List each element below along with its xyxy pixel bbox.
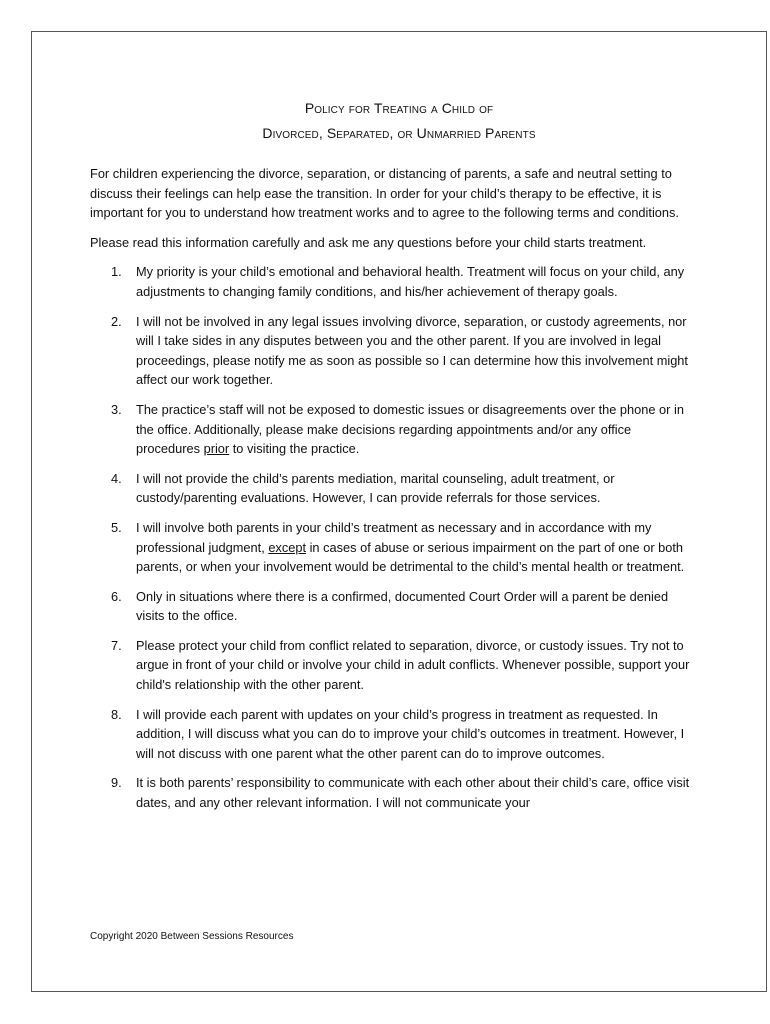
policy-item — [90, 587, 690, 626]
item-number: 9. — [111, 775, 122, 791]
policy-item — [90, 262, 690, 301]
item-text: Only in situations where there is a confirmed, documented Court Order will a parent be denied visits to the office. — [136, 588, 669, 624]
item-text: Please protect your child from conflict related to separation, divorce, or custody issues. Try not to argue in front of your child or involve your child in adult conflicts. Whenever possible, support your child's relationship with the other parent. — [136, 637, 690, 693]
copyright-footer: Copyright 2020 Between Sessions Resources — [90, 931, 294, 942]
item-number: 5. — [111, 519, 122, 535]
policy-item — [90, 312, 690, 390]
item-text-part: I will involve both parents in your child’s treatment as necessary and in accordance with my professional judgment, — [136, 519, 652, 555]
item-text-part: to visiting the practice. — [229, 441, 360, 457]
item-text: I will provide each parent with updates on your child’s progress in treatment as requested. In addition, I will discuss what you can do to improve your child’s outcomes in treatment. However, I will not discuss with one parent what the other parent can do to improve outcomes. — [136, 706, 685, 761]
underlined-word: prior — [203, 441, 230, 457]
policy-item — [90, 773, 690, 812]
title-line-2: Divorced, Separated, or Unmarried Parents — [262, 125, 536, 141]
document-page — [31, 31, 767, 992]
policy-list — [90, 262, 690, 812]
policy-item — [90, 705, 690, 764]
policy-item — [90, 469, 690, 508]
title-line-1: Policy for Treating a Child of — [304, 100, 494, 116]
item-number: 2. — [111, 313, 122, 329]
item-number: 8. — [111, 706, 122, 722]
item-number: 1. — [111, 264, 122, 280]
item-number: 6. — [111, 588, 122, 604]
item-text: My priority is your child’s emotional and behavioral health. Treatment will focus on your child, any adjustments to changing family conditions, and his/her achievement of therapy goals. — [136, 264, 685, 299]
policy-item — [90, 636, 690, 695]
page-title — [32, 96, 766, 146]
item-text-part: in cases of abuse or serious impairment on the part of one or both parents, or when your involvement would be detrimental to the child’s mental health or treatment. — [136, 539, 685, 575]
item-text — [136, 520, 684, 574]
policy-item — [90, 518, 690, 577]
policy-item — [90, 400, 690, 459]
item-text: It is both parents’ responsibility to communicate with each other about their child’s care, office visit dates, and any other relevant information. I will not communicate your — [136, 775, 690, 811]
item-number: 7. — [111, 637, 122, 653]
underlined-word: except — [268, 539, 307, 555]
item-text — [136, 402, 684, 456]
instructions-paragraph: Please read this information carefully and ask me any questions before your child starts treatment. — [90, 234, 647, 250]
intro-paragraph: For children experiencing the divorce, separation, or distancing of parents, a safe and neutral setting to discuss their feelings can help ease the transition. In order for your child’s therapy to be effective, it is important for you to understand how treatment works and to agree to the following terms and conditions. — [90, 166, 679, 221]
item-text: I will not provide the child’s parents mediation, marital counseling, adult treatment, or custody/parenting evaluations. However, I can provide referrals for those services. — [136, 470, 615, 506]
item-number: 4. — [111, 470, 122, 486]
item-text: I will not be involved in any legal issues involving divorce, separation, or custody agreements, nor will I take sides in any disputes between you and the other parent. If you are involved in legal proceedings, please notify me as soon as possible so I can determine how this involvement might affect our work together. — [136, 313, 688, 388]
item-number: 3. — [111, 401, 122, 417]
item-text-part: The practice’s staff will not be exposed to domestic issues or disagreements over the phone or in the office. Additionally, please make decisions regarding appointments and/or any office procedures — [136, 401, 684, 457]
document-body — [90, 164, 690, 823]
